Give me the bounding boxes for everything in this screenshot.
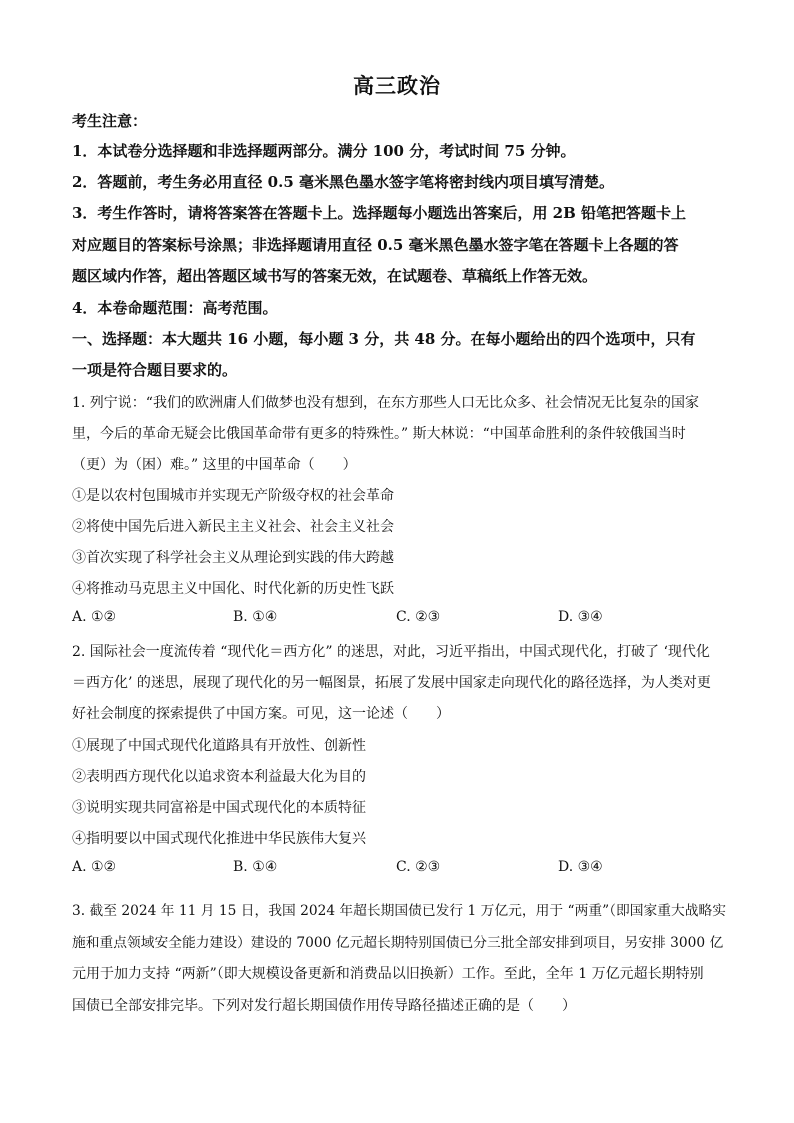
question-2-item: ①展现了中国式现代化道路具有开放性、创新性 bbox=[72, 738, 366, 754]
question-1-item: ①是以农村包围城市并实现无产阶级夺权的社会革命 bbox=[72, 488, 394, 504]
question-1-option-c: C. ②③ bbox=[396, 609, 441, 625]
question-2-option-b: B. ①④ bbox=[233, 859, 278, 875]
question-2-stem: 好社会制度的探索提供了中国方案。可见，这一论述（ ） bbox=[72, 706, 450, 722]
notice-line: 题区域内作答，超出答题区域书写的答案无效，在试题卷、草稿纸上作答无效。 bbox=[72, 267, 598, 285]
question-2-option-c: C. ②③ bbox=[396, 859, 441, 875]
question-1-item: ④将推动马克思主义中国化、时代化新的历史性飞跃 bbox=[72, 581, 394, 597]
question-3-stem: 国债已全部安排完毕。下列对发行超长期国债作用传导路径描述正确的是（ ） bbox=[72, 998, 576, 1014]
question-1-option-d: D. ③④ bbox=[558, 609, 603, 625]
section-heading: 一、选择题：本大题共 16 小题，每小题 3 分，共 48 分。在每小题给出的四个选项中，只有 bbox=[72, 330, 696, 348]
question-2-item: ④指明要以中国式现代化推进中华民族伟大复兴 bbox=[72, 831, 366, 847]
notice-line: 对应题目的答案标号涂黑；非选择题请用直径 0.5 毫米黑色墨水签字笔在答题卡上各题的答 bbox=[72, 236, 679, 254]
question-3-stem: 施和重点领域安全能力建设）建设的 7000 亿元超长期特别国债已分三批全部安排到项目，另安排 3000 亿 bbox=[72, 935, 724, 951]
question-1-item: ②将使中国先后进入新民主主义社会、社会主义社会 bbox=[72, 519, 394, 535]
notice-line: 2．答题前，考生务必用直径 0.5 毫米黑色墨水签字笔将密封线内项目填写清楚。 bbox=[72, 173, 614, 191]
question-1-stem: 1. 列宁说：“我们的欧洲庸人们做梦也没有想到，在东方那些人口无比众多、社会情况无比复杂的国家 bbox=[72, 395, 699, 411]
notice-line: 4．本卷命题范围：高考范围。 bbox=[72, 299, 278, 317]
section-heading: 一项是符合题目要求的。 bbox=[72, 361, 238, 379]
question-1-item: ③首次实现了科学社会主义从理论到实践的伟大跨越 bbox=[72, 550, 394, 566]
question-2-item: ③说明实现共同富裕是中国式现代化的本质特征 bbox=[72, 800, 366, 816]
notice-line: 3．考生作答时，请将答案答在答题卡上。选择题每小题选出答案后，用 2B 铅笔把答题卡上 bbox=[72, 204, 687, 222]
question-2-stem: 2. 国际社会一度流传着 “现代化＝西方化” 的迷思，对此，习近平指出，中国式现代化，打破了 ‘现代化 bbox=[72, 644, 710, 660]
question-3-stem: 3. 截至 2024 年 11 月 15 日，我国 2024 年超长期国债已发行 1 万亿元，用于 “两重”（即国家重大战略实 bbox=[72, 903, 726, 919]
page-title: 高三政治 bbox=[353, 73, 441, 98]
notice-line: 1．本试卷分选择题和非选择题两部分。满分 100 分，考试时间 75 分钟。 bbox=[72, 142, 576, 160]
question-2-stem: ＝西方化’ 的迷思，展现了现代化的另一幅图景，拓展了发展中国家走向现代化的路径选择，为人类对更 bbox=[72, 675, 711, 691]
question-2-option-d: D. ③④ bbox=[558, 859, 603, 875]
question-2-item: ②表明西方现代化以追求资本利益最大化为目的 bbox=[72, 769, 366, 785]
question-1-option-a: A. ①② bbox=[72, 609, 117, 625]
question-1-stem: （更）为（困）难。” 这里的中国革命（ ） bbox=[72, 457, 357, 473]
question-1-option-b: B. ①④ bbox=[233, 609, 278, 625]
question-1-stem: 里，今后的革命无疑会比俄国革命带有更多的特殊性。” 斯大林说：“中国革命胜利的条件较俄国当时 bbox=[72, 426, 686, 442]
question-2-option-a: A. ①② bbox=[72, 859, 117, 875]
question-3-stem: 元用于加力支持 “两新”（即大规模设备更新和消费品以旧换新）工作。至此，全年 1 万亿元超长期特别 bbox=[72, 966, 704, 982]
notice-heading: 考生注意： bbox=[72, 112, 148, 130]
